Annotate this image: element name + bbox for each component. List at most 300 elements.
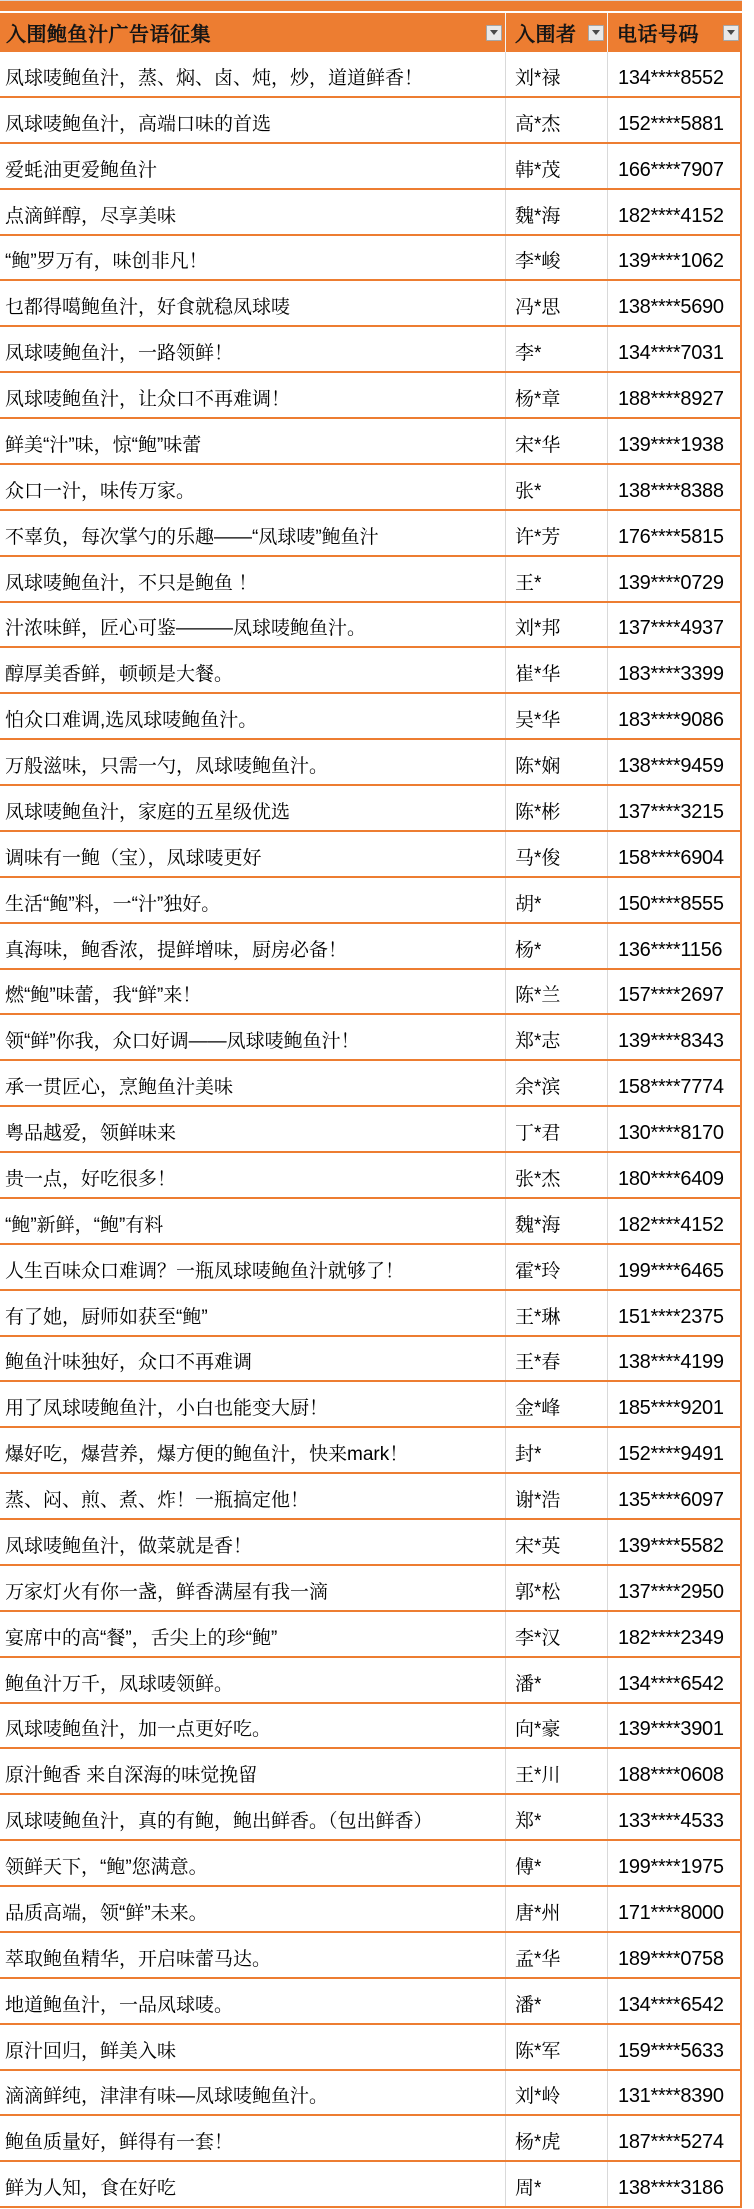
table-row — [0, 878, 740, 924]
slogan-text: 调味有一鲍（宝），凤球唛更好 — [5, 847, 262, 869]
slogan-text: 众口一汁，味传万家。 — [5, 480, 196, 502]
slogan-text: 燃“鲍”味蕾，我“鲜”来！ — [5, 985, 202, 1007]
table-row — [0, 1382, 740, 1428]
cell-slogan[interactable] — [0, 2162, 506, 2206]
cell-slogan[interactable] — [0, 924, 506, 968]
name-text: 冯*思 — [515, 297, 561, 319]
cell-name[interactable] — [506, 832, 608, 876]
phone-text: 183****9086 — [618, 709, 724, 732]
phone-text: 157****2697 — [618, 984, 724, 1007]
cell-name[interactable] — [506, 557, 608, 601]
name-text: 吴*华 — [515, 710, 561, 732]
cell-slogan[interactable] — [0, 465, 506, 509]
table-row — [0, 1612, 740, 1658]
cell-phone[interactable] — [608, 970, 740, 1014]
phone-text: 151****2375 — [618, 1305, 724, 1328]
name-text: 宋*英 — [515, 1535, 561, 1557]
table-row — [0, 419, 740, 465]
table-row — [0, 924, 740, 970]
cell-name[interactable] — [506, 1015, 608, 1059]
cell-slogan[interactable] — [0, 281, 506, 325]
table-row — [0, 327, 740, 373]
cell-name[interactable] — [506, 1749, 608, 1793]
cell-phone[interactable] — [608, 557, 740, 601]
table-row — [0, 1153, 740, 1199]
cell-name[interactable] — [506, 236, 608, 280]
name-text: 王* — [515, 572, 542, 594]
cell-name[interactable] — [506, 419, 608, 463]
cell-name[interactable] — [506, 1887, 608, 1931]
cell-name[interactable] — [506, 694, 608, 738]
table-row — [0, 511, 740, 557]
table-row — [0, 557, 740, 603]
phone-text: 185****9201 — [618, 1397, 724, 1420]
cell-name[interactable] — [506, 1979, 608, 2023]
name-text: 王*春 — [515, 1352, 561, 1374]
cell-phone[interactable] — [608, 1795, 740, 1839]
cell-name[interactable] — [506, 2162, 608, 2206]
cell-slogan[interactable] — [0, 557, 506, 601]
phone-text: 188****0608 — [618, 1764, 724, 1787]
cell-name[interactable] — [506, 603, 608, 647]
cell-slogan[interactable] — [0, 2071, 506, 2115]
name-text: 周* — [515, 2178, 542, 2200]
name-text: 魏*海 — [515, 1214, 561, 1236]
cell-slogan[interactable] — [0, 1382, 506, 1426]
cell-slogan[interactable] — [0, 1612, 506, 1656]
slogan-text: 宴席中的高“餐”，舌尖上的珍“鲍” — [5, 1627, 278, 1649]
cell-phone[interactable] — [608, 924, 740, 968]
phone-text: 137****3215 — [618, 800, 724, 823]
table-row — [0, 1015, 740, 1061]
cell-phone[interactable] — [608, 1612, 740, 1656]
slogan-text: 滴滴鲜纯，津津有味—凤球唛鲍鱼汁。 — [5, 2086, 329, 2108]
cell-phone[interactable] — [608, 236, 740, 280]
cell-phone[interactable] — [608, 281, 740, 325]
cell-phone[interactable] — [608, 1015, 740, 1059]
table-row — [0, 970, 740, 1016]
cell-name[interactable] — [506, 2116, 608, 2160]
name-text: 马*俊 — [515, 847, 561, 869]
table-row — [0, 2025, 740, 2071]
table-row — [0, 2071, 740, 2117]
cell-phone[interactable] — [608, 2162, 740, 2206]
table-row — [0, 1887, 740, 1933]
name-text: 潘* — [515, 1673, 542, 1695]
cell-slogan[interactable] — [0, 740, 506, 784]
cell-slogan[interactable] — [0, 419, 506, 463]
filter-dropdown-arrow-icon — [727, 30, 735, 35]
cell-name[interactable] — [506, 1704, 608, 1748]
cell-slogan[interactable] — [0, 1933, 506, 1977]
cell-phone[interactable] — [608, 1061, 740, 1105]
cell-phone[interactable] — [608, 419, 740, 463]
table-row — [0, 2116, 740, 2162]
cell-name[interactable] — [506, 1245, 608, 1289]
top-orange-band — [0, 0, 742, 11]
name-text: 孟*华 — [515, 1948, 561, 1970]
cell-name[interactable] — [506, 1153, 608, 1197]
slogan-text: 凤球唛鲍鱼汁，真的有鲍，鲍出鲜香。（包出鲜香） — [5, 1811, 433, 1833]
slogan-text: 原汁回归，鲜美入味 — [5, 2040, 177, 2062]
cell-phone[interactable] — [608, 1291, 740, 1335]
phone-text: 131****8390 — [618, 2085, 724, 2108]
name-text: 杨*虎 — [515, 2132, 561, 2154]
cell-phone[interactable] — [608, 144, 740, 188]
phone-text: 158****7774 — [618, 1076, 724, 1099]
slogan-text: 鲍鱼质量好，鲜得有一套！ — [5, 2132, 234, 2154]
phone-text: 180****6409 — [618, 1167, 724, 1190]
table-row — [0, 1474, 740, 1520]
cell-slogan[interactable] — [0, 98, 506, 142]
header-cell-name[interactable] — [506, 13, 608, 52]
phone-text: 189****0758 — [618, 1947, 724, 1970]
phone-text: 182****2349 — [618, 1626, 724, 1649]
cell-slogan[interactable] — [0, 1015, 506, 1059]
cell-name[interactable] — [506, 1474, 608, 1518]
name-text: 李*峻 — [515, 251, 561, 273]
cell-slogan[interactable] — [0, 327, 506, 371]
cell-name[interactable] — [506, 1337, 608, 1381]
cell-slogan[interactable] — [0, 236, 506, 280]
cell-phone[interactable] — [608, 1979, 740, 2023]
cell-phone[interactable] — [608, 603, 740, 647]
cell-slogan[interactable] — [0, 1979, 506, 2023]
slogan-text: 蒸、闷、煎、煮、炸！一瓶搞定他！ — [5, 1490, 310, 1511]
name-text: 陈*兰 — [515, 985, 561, 1007]
phone-text: 133****4533 — [618, 1810, 724, 1833]
cell-slogan[interactable] — [0, 878, 506, 922]
slogan-text: 爆好吃，爆营养，爆方便的鲍鱼汁，快来mark！ — [5, 1444, 409, 1466]
name-text: 余*滨 — [515, 1077, 561, 1099]
phone-text: 135****6097 — [618, 1489, 724, 1511]
filter-dropdown-arrow-icon — [490, 30, 498, 35]
cell-name[interactable] — [506, 511, 608, 555]
phone-text: 152****9491 — [618, 1443, 724, 1466]
slogan-text: 鲜为人知，食在好吃 — [5, 2178, 177, 2200]
slogan-text: 用了凤球唛鲍鱼汁，小白也能变大厨！ — [5, 1398, 329, 1420]
cell-phone[interactable] — [608, 1749, 740, 1793]
phone-text: 139****3901 — [618, 1718, 724, 1741]
cell-phone[interactable] — [608, 1933, 740, 1977]
phone-text: 199****6465 — [618, 1259, 724, 1282]
cell-slogan[interactable] — [0, 1795, 506, 1839]
cell-slogan[interactable] — [0, 603, 506, 647]
phone-text: 138****5690 — [618, 296, 724, 319]
table-row — [0, 190, 740, 236]
header-cell-phone[interactable] — [608, 13, 742, 52]
table-row — [0, 1704, 740, 1750]
cell-name[interactable] — [506, 740, 608, 784]
table-row — [0, 1566, 740, 1612]
name-text: 刘*禄 — [515, 67, 561, 89]
table-row — [0, 1933, 740, 1979]
table-row — [0, 1291, 740, 1337]
cell-slogan[interactable] — [0, 511, 506, 555]
filter-dropdown-button-slogan[interactable] — [486, 25, 502, 41]
phone-text: 134****8552 — [618, 66, 724, 89]
cell-slogan[interactable] — [0, 1428, 506, 1472]
phone-text: 187****5274 — [618, 2131, 724, 2154]
cell-phone[interactable] — [608, 1566, 740, 1610]
cell-phone[interactable] — [608, 832, 740, 876]
cell-phone[interactable] — [608, 1245, 740, 1289]
cell-name[interactable] — [506, 465, 608, 509]
cell-name[interactable] — [506, 970, 608, 1014]
table-row — [0, 1658, 740, 1704]
cell-slogan[interactable] — [0, 1749, 506, 1793]
name-text: 郭*松 — [515, 1581, 561, 1603]
cell-phone[interactable] — [608, 1199, 740, 1243]
table-row — [0, 1520, 740, 1566]
slogan-text: 人生百味众口难调？一瓶凤球唛鲍鱼汁就够了！ — [5, 1260, 405, 1282]
slogan-text: 地道鲍鱼汁，一品凤球唛。 — [5, 1994, 234, 2016]
table-row — [0, 1428, 740, 1474]
cell-name[interactable] — [506, 924, 608, 968]
cell-name[interactable] — [506, 327, 608, 371]
slogan-text: 鲜美“汁”味，惊“鲍”味蕾 — [5, 434, 202, 456]
cell-name[interactable] — [506, 373, 608, 417]
cell-phone[interactable] — [608, 2071, 740, 2115]
cell-slogan[interactable] — [0, 1337, 506, 1381]
slogan-text: 凤球唛鲍鱼汁，高端口味的首选 — [5, 113, 272, 135]
phone-text: 188****8927 — [618, 388, 724, 410]
cell-phone[interactable] — [608, 878, 740, 922]
phone-text: 134****6542 — [618, 1672, 724, 1695]
cell-phone[interactable] — [608, 1474, 740, 1518]
cell-slogan[interactable] — [0, 2116, 506, 2160]
cell-phone[interactable] — [608, 190, 740, 234]
table-body — [0, 52, 742, 2208]
filter-dropdown-button-name[interactable] — [588, 25, 604, 41]
cell-name[interactable] — [506, 1658, 608, 1702]
cell-slogan[interactable] — [0, 373, 506, 417]
cell-slogan[interactable] — [0, 144, 506, 188]
cell-name[interactable] — [506, 878, 608, 922]
slogan-text: 生活“鲍”料，一“汁”独好。 — [5, 893, 221, 915]
table-row — [0, 1749, 740, 1795]
cell-phone[interactable] — [608, 511, 740, 555]
phone-text: 182****4152 — [618, 204, 724, 227]
slogan-text: 承一贯匠心，烹鲍鱼汁美味 — [5, 1077, 234, 1099]
table-row — [0, 2162, 740, 2208]
slogan-text: 汁浓味鲜，匠心可鉴———凤球唛鲍鱼汁。 — [5, 618, 367, 640]
name-text: 陈*彬 — [515, 801, 561, 823]
phone-text: 150****8555 — [618, 892, 724, 915]
cell-name[interactable] — [506, 281, 608, 325]
table-row — [0, 648, 740, 694]
phone-text: 139****1062 — [618, 250, 724, 273]
name-text: 宋*华 — [515, 434, 561, 456]
cell-slogan[interactable] — [0, 1291, 506, 1335]
cell-phone[interactable] — [608, 1153, 740, 1197]
cell-name[interactable] — [506, 1520, 608, 1564]
cell-slogan[interactable] — [0, 648, 506, 692]
name-text: 王*川 — [515, 1765, 561, 1787]
table-row — [0, 1795, 740, 1841]
cell-phone[interactable] — [608, 465, 740, 509]
cell-name[interactable] — [506, 786, 608, 830]
cell-slogan[interactable] — [0, 1153, 506, 1197]
phone-text: 136****1156 — [618, 938, 723, 961]
cell-phone[interactable] — [608, 740, 740, 784]
name-text: 霍*玲 — [515, 1260, 561, 1282]
phone-text: 138****3186 — [618, 2177, 724, 2200]
cell-phone[interactable] — [608, 1428, 740, 1472]
cell-slogan[interactable] — [0, 832, 506, 876]
slogan-text: 粤品越爱，领鲜味来 — [5, 1123, 177, 1144]
cell-name[interactable] — [506, 1199, 608, 1243]
cell-phone[interactable] — [608, 327, 740, 371]
slogan-text: 领“鲜”你我，众口好调——凤球唛鲍鱼汁！ — [5, 1031, 360, 1053]
cell-name[interactable] — [506, 144, 608, 188]
cell-phone[interactable] — [608, 1887, 740, 1931]
phone-text: 137****2950 — [618, 1580, 724, 1603]
slogan-text: 原汁鲍香 来自深海的味觉挽留 — [5, 1765, 258, 1787]
phone-text: 138****8388 — [618, 479, 724, 502]
slogan-text: 凤球唛鲍鱼汁，做菜就是香！ — [5, 1535, 253, 1557]
table-row — [0, 694, 740, 740]
cell-name[interactable] — [506, 1566, 608, 1610]
cell-name[interactable] — [506, 1107, 608, 1151]
cell-slogan[interactable] — [0, 1061, 506, 1105]
name-text: 张*杰 — [515, 1168, 561, 1190]
cell-slogan[interactable] — [0, 1520, 506, 1564]
table-row — [0, 373, 740, 419]
name-text: 李* — [515, 343, 542, 365]
phone-text: 183****3399 — [618, 663, 724, 686]
cell-phone[interactable] — [608, 1704, 740, 1748]
cell-name[interactable] — [506, 1841, 608, 1885]
table-row — [0, 1061, 740, 1107]
phone-text: 199****1975 — [618, 1856, 724, 1878]
cell-phone[interactable] — [608, 786, 740, 830]
phone-text: 139****5582 — [618, 1534, 724, 1557]
name-text: 丁*君 — [515, 1123, 561, 1144]
slogan-text: 凤球唛鲍鱼汁，加一点更好吃。 — [5, 1719, 272, 1741]
table-row — [0, 1245, 740, 1291]
cell-phone[interactable] — [608, 2025, 740, 2069]
name-text: 陈*军 — [515, 2040, 561, 2062]
cell-name[interactable] — [506, 1428, 608, 1472]
table-row — [0, 603, 740, 649]
phone-text: 130****8170 — [618, 1122, 724, 1144]
cell-name[interactable] — [506, 98, 608, 142]
cell-name[interactable] — [506, 2071, 608, 2115]
cell-slogan[interactable] — [0, 2025, 506, 2069]
cell-phone[interactable] — [608, 2116, 740, 2160]
slogan-text: “鲍”新鲜，“鲍”有料 — [5, 1214, 164, 1236]
header-label-slogan: 入围鲍鱼汁广告语征集 — [6, 24, 211, 46]
phone-text: 182****4152 — [618, 1213, 724, 1236]
slogan-text: 领鲜天下，“鲍”您满意。 — [5, 1857, 208, 1878]
name-text: 韩*茂 — [515, 159, 561, 181]
table-row — [0, 1199, 740, 1245]
cell-slogan[interactable] — [0, 1841, 506, 1885]
cell-name[interactable] — [506, 1382, 608, 1426]
cell-name[interactable] — [506, 2025, 608, 2069]
cell-slogan[interactable] — [0, 1887, 506, 1931]
cell-slogan[interactable] — [0, 190, 506, 234]
name-text: 潘* — [515, 1994, 542, 2016]
phone-text: 134****7031 — [618, 342, 724, 365]
slogan-text: 贵一点，好吃很多！ — [5, 1168, 177, 1190]
table-row — [0, 52, 740, 98]
cell-slogan[interactable] — [0, 1566, 506, 1610]
cell-name[interactable] — [506, 1933, 608, 1977]
cell-phone[interactable] — [608, 98, 740, 142]
cell-phone[interactable] — [608, 1107, 740, 1151]
table-row — [0, 465, 740, 511]
slogan-text: 真海味，鲍香浓，提鲜增味，厨房必备！ — [5, 939, 348, 961]
cell-phone[interactable] — [608, 52, 740, 96]
phone-text: 139****8343 — [618, 1030, 724, 1053]
table-row — [0, 786, 740, 832]
cell-slogan[interactable] — [0, 1658, 506, 1702]
name-text: 杨*章 — [515, 389, 561, 410]
slogan-text: 醇厚美香鲜，顿顿是大餐。 — [5, 664, 234, 686]
cell-name[interactable] — [506, 1795, 608, 1839]
header-cell-slogan[interactable] — [0, 13, 506, 52]
cell-phone[interactable] — [608, 1520, 740, 1564]
cell-phone[interactable] — [608, 1337, 740, 1381]
filter-dropdown-button-phone[interactable] — [723, 25, 739, 41]
cell-phone[interactable] — [608, 1658, 740, 1702]
cell-name[interactable] — [506, 1612, 608, 1656]
cell-slogan[interactable] — [0, 1474, 506, 1518]
cell-name[interactable] — [506, 190, 608, 234]
slogan-text: 鲍鱼汁味独好，众口不再难调 — [5, 1352, 253, 1374]
phone-text: 158****6904 — [618, 846, 724, 869]
phone-text: 171****8000 — [618, 1901, 724, 1924]
cell-slogan[interactable] — [0, 694, 506, 738]
table-row — [0, 1107, 740, 1153]
cell-name[interactable] — [506, 648, 608, 692]
cell-name[interactable] — [506, 1291, 608, 1335]
cell-name[interactable] — [506, 1061, 608, 1105]
cell-phone[interactable] — [608, 373, 740, 417]
cell-slogan[interactable] — [0, 1245, 506, 1289]
header-label-phone: 电话号码 — [617, 24, 699, 46]
name-text: 郑* — [515, 1811, 542, 1833]
cell-name[interactable] — [506, 52, 608, 96]
cell-slogan[interactable] — [0, 786, 506, 830]
cell-phone[interactable] — [608, 648, 740, 692]
name-text: 王*琳 — [515, 1306, 561, 1328]
cell-slogan[interactable] — [0, 1199, 506, 1243]
name-text: 魏*海 — [515, 205, 561, 227]
name-text: 傅* — [515, 1857, 542, 1878]
cell-slogan[interactable] — [0, 1704, 506, 1748]
slogan-text: 凤球唛鲍鱼汁，一路领鲜！ — [5, 343, 234, 365]
slogan-text: 万般滋味，只需一勺，凤球唛鲍鱼汁。 — [5, 756, 329, 777]
cell-phone[interactable] — [608, 1382, 740, 1426]
name-text: 唐*州 — [515, 1902, 561, 1924]
cell-slogan[interactable] — [0, 970, 506, 1014]
cell-slogan[interactable] — [0, 1107, 506, 1151]
slogan-text: 鲍鱼汁万千，凤球唛领鲜。 — [5, 1673, 234, 1695]
cell-phone[interactable] — [608, 1841, 740, 1885]
table-row — [0, 1337, 740, 1383]
cell-slogan[interactable] — [0, 52, 506, 96]
name-text: 郑*志 — [515, 1031, 561, 1053]
phone-text: 138****9459 — [618, 755, 724, 777]
phone-text: 166****7907 — [618, 158, 724, 181]
cell-phone[interactable] — [608, 694, 740, 738]
table-row — [0, 144, 740, 190]
name-text: 高*杰 — [515, 113, 561, 135]
name-text: 李*汉 — [515, 1627, 561, 1649]
